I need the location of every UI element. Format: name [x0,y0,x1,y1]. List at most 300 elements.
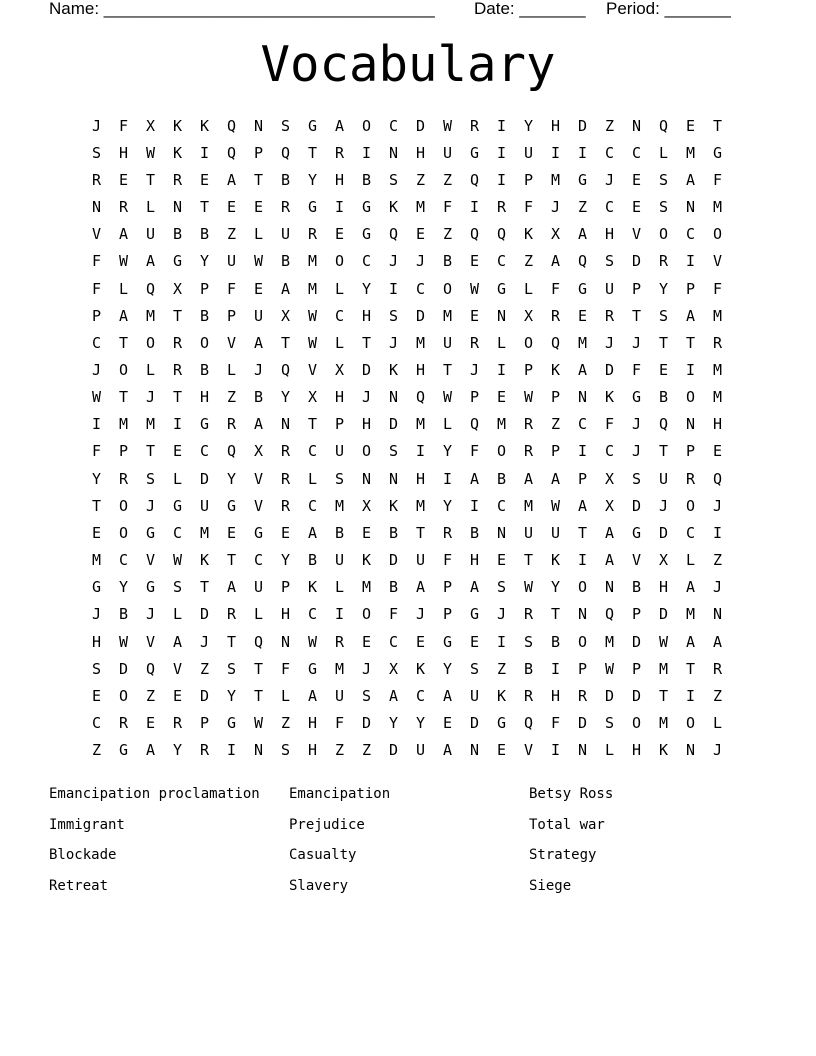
grid-letter: R [685,469,696,488]
grid-letter: F [712,170,723,189]
grid-row [83,737,733,764]
grid-letter: A [469,578,480,597]
grid-letter: D [388,551,399,570]
grid-letter: K [172,116,183,135]
grid-letter: P [253,143,264,162]
grid-row [83,655,733,682]
grid-letter: P [469,388,480,407]
word-bank-item: Slavery [289,877,349,894]
word-bank-row [49,779,769,810]
grid-letter: M [334,496,345,515]
grid-letter: H [415,469,426,488]
grid-letter: T [280,333,291,352]
grid-letter: B [496,469,507,488]
grid-letter: C [307,496,318,515]
grid-letter: H [415,143,426,162]
grid-letter: X [307,388,318,407]
grid-letter: W [145,143,156,162]
grid-letter: M [118,415,129,434]
grid-letter: A [145,252,156,271]
grid-letter: M [334,659,345,678]
grid-letter: C [172,523,183,542]
grid-letter: W [604,659,615,678]
grid-letter: V [145,632,156,651]
date-field-label: Date: _______ [474,0,586,18]
grid-letter: L [496,333,507,352]
grid-letter: Q [496,225,507,244]
grid-letter: Q [280,360,291,379]
grid-letter: J [145,496,156,515]
grid-letter: B [550,632,561,651]
grid-letter: D [658,523,669,542]
grid-letter: I [550,143,561,162]
grid-letter: A [172,632,183,651]
grid-letter: M [415,198,426,217]
grid-letter: I [496,360,507,379]
grid-letter: N [631,116,642,135]
grid-letter: O [577,632,588,651]
grid-letter: Y [280,388,291,407]
grid-row [83,248,733,275]
grid-row [83,492,733,519]
grid-letter: J [496,605,507,624]
grid-letter: U [604,279,615,298]
grid-letter: F [91,279,102,298]
grid-letter: Y [523,116,534,135]
grid-letter: H [199,388,210,407]
grid-letter: G [307,659,318,678]
grid-letter: C [604,442,615,461]
grid-letter: Q [469,415,480,434]
grid-letter: P [685,442,696,461]
word-search-grid [83,112,733,764]
grid-letter: Q [577,252,588,271]
grid-letter: Q [145,279,156,298]
grid-letter: L [334,333,345,352]
grid-letter: A [577,360,588,379]
grid-letter: H [469,551,480,570]
grid-letter: R [523,605,534,624]
grid-letter: S [334,469,345,488]
grid-letter: H [280,605,291,624]
grid-letter: H [550,686,561,705]
grid-letter: N [253,116,264,135]
grid-letter: E [415,632,426,651]
grid-letter: Z [280,714,291,733]
grid-letter: T [631,306,642,325]
grid-letter: M [307,252,318,271]
grid-letter: F [226,279,237,298]
grid-letter: A [550,469,561,488]
grid-letter: U [415,551,426,570]
grid-letter: P [91,306,102,325]
grid-letter: I [172,415,183,434]
grid-letter: W [253,252,264,271]
grid-letter: R [496,198,507,217]
grid-letter: W [442,116,453,135]
word-bank [49,779,769,901]
grid-letter: R [307,225,318,244]
grid-letter: D [577,714,588,733]
grid-letter: Q [550,333,561,352]
grid-letter: L [334,279,345,298]
grid-letter: T [658,442,669,461]
grid-letter: O [631,714,642,733]
grid-letter: C [388,632,399,651]
grid-letter: Y [388,714,399,733]
grid-letter: P [523,360,534,379]
grid-letter: R [172,714,183,733]
grid-letter: H [334,388,345,407]
grid-letter: O [442,279,453,298]
grid-letter: F [388,605,399,624]
grid-letter: E [361,523,372,542]
grid-letter: L [226,360,237,379]
grid-letter: N [685,741,696,760]
grid-letter: F [91,252,102,271]
grid-letter: F [280,659,291,678]
grid-letter: K [172,143,183,162]
word-bank-item: Betsy Ross [529,786,614,803]
grid-letter: G [631,388,642,407]
grid-letter: R [523,415,534,434]
grid-letter: X [280,306,291,325]
grid-letter: C [361,252,372,271]
grid-letter: G [496,714,507,733]
grid-letter: R [550,306,561,325]
grid-row [83,166,733,193]
grid-letter: R [280,496,291,515]
grid-letter: N [91,198,102,217]
grid-letter: Z [442,225,453,244]
grid-letter: I [469,496,480,515]
grid-letter: Y [550,578,561,597]
grid-letter: R [712,659,723,678]
grid-letter: S [388,170,399,189]
grid-letter: U [442,333,453,352]
grid-letter: D [415,306,426,325]
grid-letter: W [118,252,129,271]
grid-letter: X [604,469,615,488]
grid-letter: J [361,388,372,407]
grid-letter: N [577,741,588,760]
grid-letter: A [145,741,156,760]
grid-letter: U [226,252,237,271]
grid-row [83,302,733,329]
grid-letter: T [307,143,318,162]
grid-letter: B [307,551,318,570]
grid-letter: R [658,252,669,271]
grid-letter: H [361,306,372,325]
grid-letter: L [172,469,183,488]
grid-letter: T [226,551,237,570]
grid-letter: M [685,143,696,162]
grid-letter: I [334,605,345,624]
grid-letter: W [307,632,318,651]
grid-letter: A [226,578,237,597]
grid-letter: T [685,333,696,352]
grid-letter: E [361,632,372,651]
grid-letter: P [442,605,453,624]
grid-letter: A [334,116,345,135]
grid-letter: E [415,225,426,244]
grid-letter: J [388,252,399,271]
grid-letter: L [253,605,264,624]
grid-letter: Z [145,686,156,705]
grid-letter: T [685,659,696,678]
grid-letter: U [253,306,264,325]
grid-letter: A [523,469,534,488]
grid-letter: E [496,388,507,407]
grid-letter: R [199,741,210,760]
grid-letter: N [361,469,372,488]
grid-letter: U [550,523,561,542]
grid-letter: G [712,143,723,162]
grid-letter: Q [253,632,264,651]
grid-letter: P [631,605,642,624]
grid-letter: M [712,360,723,379]
word-bank-item: Blockade [49,847,117,864]
page-title: Vocabulary [260,36,556,93]
grid-letter: B [388,578,399,597]
grid-letter: S [388,306,399,325]
grid-letter: Q [415,388,426,407]
grid-letter: U [469,686,480,705]
grid-letter: R [226,605,237,624]
grid-letter: I [550,741,561,760]
grid-letter: D [604,686,615,705]
grid-letter: G [172,496,183,515]
grid-letter: N [712,605,723,624]
grid-row [83,193,733,220]
grid-letter: W [658,632,669,651]
word-bank-row [49,840,769,871]
grid-letter: S [658,170,669,189]
grid-letter: Q [388,225,399,244]
grid-letter: T [145,442,156,461]
grid-letter: D [631,496,642,515]
grid-letter: R [523,442,534,461]
grid-letter: G [226,714,237,733]
grid-letter: Z [577,198,588,217]
grid-letter: X [388,659,399,678]
grid-letter: I [199,143,210,162]
grid-letter: Q [469,170,480,189]
grid-letter: C [415,686,426,705]
grid-letter: L [307,469,318,488]
word-bank-row [49,810,769,841]
grid-letter: V [523,741,534,760]
grid-letter: A [577,225,588,244]
grid-row [83,438,733,465]
grid-letter: D [631,632,642,651]
grid-letter: I [334,198,345,217]
grid-letter: K [550,551,561,570]
grid-letter: M [712,198,723,217]
grid-letter: G [172,252,183,271]
grid-letter: E [280,523,291,542]
grid-letter: C [388,116,399,135]
grid-letter: P [550,388,561,407]
grid-letter: Q [658,116,669,135]
grid-letter: Q [226,442,237,461]
grid-letter: W [523,388,534,407]
grid-letter: O [361,116,372,135]
grid-letter: T [91,496,102,515]
grid-letter: A [118,306,129,325]
grid-row [83,275,733,302]
grid-letter: R [280,469,291,488]
grid-letter: N [388,143,399,162]
grid-letter: Z [415,170,426,189]
grid-letter: A [469,469,480,488]
grid-letter: O [118,496,129,515]
grid-letter: F [442,198,453,217]
grid-letter: Y [226,469,237,488]
grid-letter: Q [226,116,237,135]
grid-letter: O [145,333,156,352]
grid-letter: U [442,143,453,162]
grid-letter: V [712,252,723,271]
grid-letter: M [415,496,426,515]
grid-letter: T [712,116,723,135]
grid-letter: D [604,360,615,379]
grid-letter: N [388,469,399,488]
grid-letter: I [550,659,561,678]
grid-letter: L [685,551,696,570]
grid-letter: B [199,360,210,379]
grid-letter: H [631,741,642,760]
grid-letter: L [334,578,345,597]
grid-letter: U [658,469,669,488]
grid-letter: A [577,496,588,515]
grid-letter: O [361,605,372,624]
grid-letter: B [442,252,453,271]
grid-letter: I [361,143,372,162]
grid-letter: D [577,116,588,135]
grid-letter: H [550,116,561,135]
grid-letter: J [145,388,156,407]
grid-letter: T [253,686,264,705]
grid-letter: E [631,170,642,189]
grid-letter: O [712,225,723,244]
grid-letter: K [523,225,534,244]
grid-letter: R [469,116,480,135]
grid-letter: N [577,605,588,624]
grid-letter: T [523,551,534,570]
grid-letter: C [307,442,318,461]
grid-letter: Z [361,741,372,760]
grid-letter: R [334,143,345,162]
grid-letter: S [523,632,534,651]
grid-letter: Y [442,442,453,461]
grid-letter: E [442,714,453,733]
grid-letter: E [253,279,264,298]
grid-letter: T [361,333,372,352]
grid-letter: E [496,741,507,760]
grid-letter: G [631,523,642,542]
grid-letter: N [496,523,507,542]
grid-letter: Z [604,116,615,135]
grid-letter: X [253,442,264,461]
grid-letter: L [658,143,669,162]
grid-letter: P [118,442,129,461]
grid-letter: R [226,415,237,434]
grid-letter: C [307,605,318,624]
grid-letter: Y [658,279,669,298]
grid-letter: I [685,686,696,705]
grid-letter: C [496,252,507,271]
grid-letter: C [631,143,642,162]
grid-letter: C [253,551,264,570]
grid-letter: W [253,714,264,733]
grid-letter: X [550,225,561,244]
grid-letter: R [118,469,129,488]
grid-letter: A [685,170,696,189]
grid-row [83,709,733,736]
grid-letter: P [199,279,210,298]
grid-letter: A [442,741,453,760]
grid-letter: M [550,170,561,189]
grid-letter: F [604,415,615,434]
grid-letter: A [307,523,318,542]
grid-letter: H [307,714,318,733]
grid-letter: W [118,632,129,651]
grid-letter: I [685,360,696,379]
grid-letter: Q [658,415,669,434]
grid-letter: L [523,279,534,298]
grid-letter: L [604,741,615,760]
grid-row [83,547,733,574]
grid-letter: S [658,306,669,325]
grid-letter: Y [361,279,372,298]
grid-letter: V [145,551,156,570]
grid-letter: U [334,686,345,705]
grid-letter: Z [712,686,723,705]
grid-letter: F [523,198,534,217]
grid-letter: E [469,306,480,325]
grid-letter: P [334,415,345,434]
grid-letter: F [469,442,480,461]
grid-letter: A [226,170,237,189]
grid-letter: I [91,415,102,434]
grid-letter: I [496,116,507,135]
grid-letter: L [253,225,264,244]
grid-letter: A [685,578,696,597]
grid-letter: H [658,578,669,597]
grid-letter: N [172,198,183,217]
grid-letter: T [658,333,669,352]
grid-letter: C [685,225,696,244]
grid-letter: O [685,388,696,407]
grid-letter: B [631,578,642,597]
grid-letter: S [361,686,372,705]
grid-letter: Z [550,415,561,434]
grid-row [83,574,733,601]
word-bank-item: Casualty [289,847,357,864]
grid-letter: V [172,659,183,678]
grid-letter: R [280,198,291,217]
grid-letter: E [496,551,507,570]
grid-letter: M [577,333,588,352]
grid-letter: C [118,551,129,570]
grid-letter: A [415,578,426,597]
grid-letter: Y [226,686,237,705]
grid-letter: G [361,225,372,244]
grid-letter: P [685,279,696,298]
grid-letter: X [172,279,183,298]
grid-letter: Y [280,551,291,570]
